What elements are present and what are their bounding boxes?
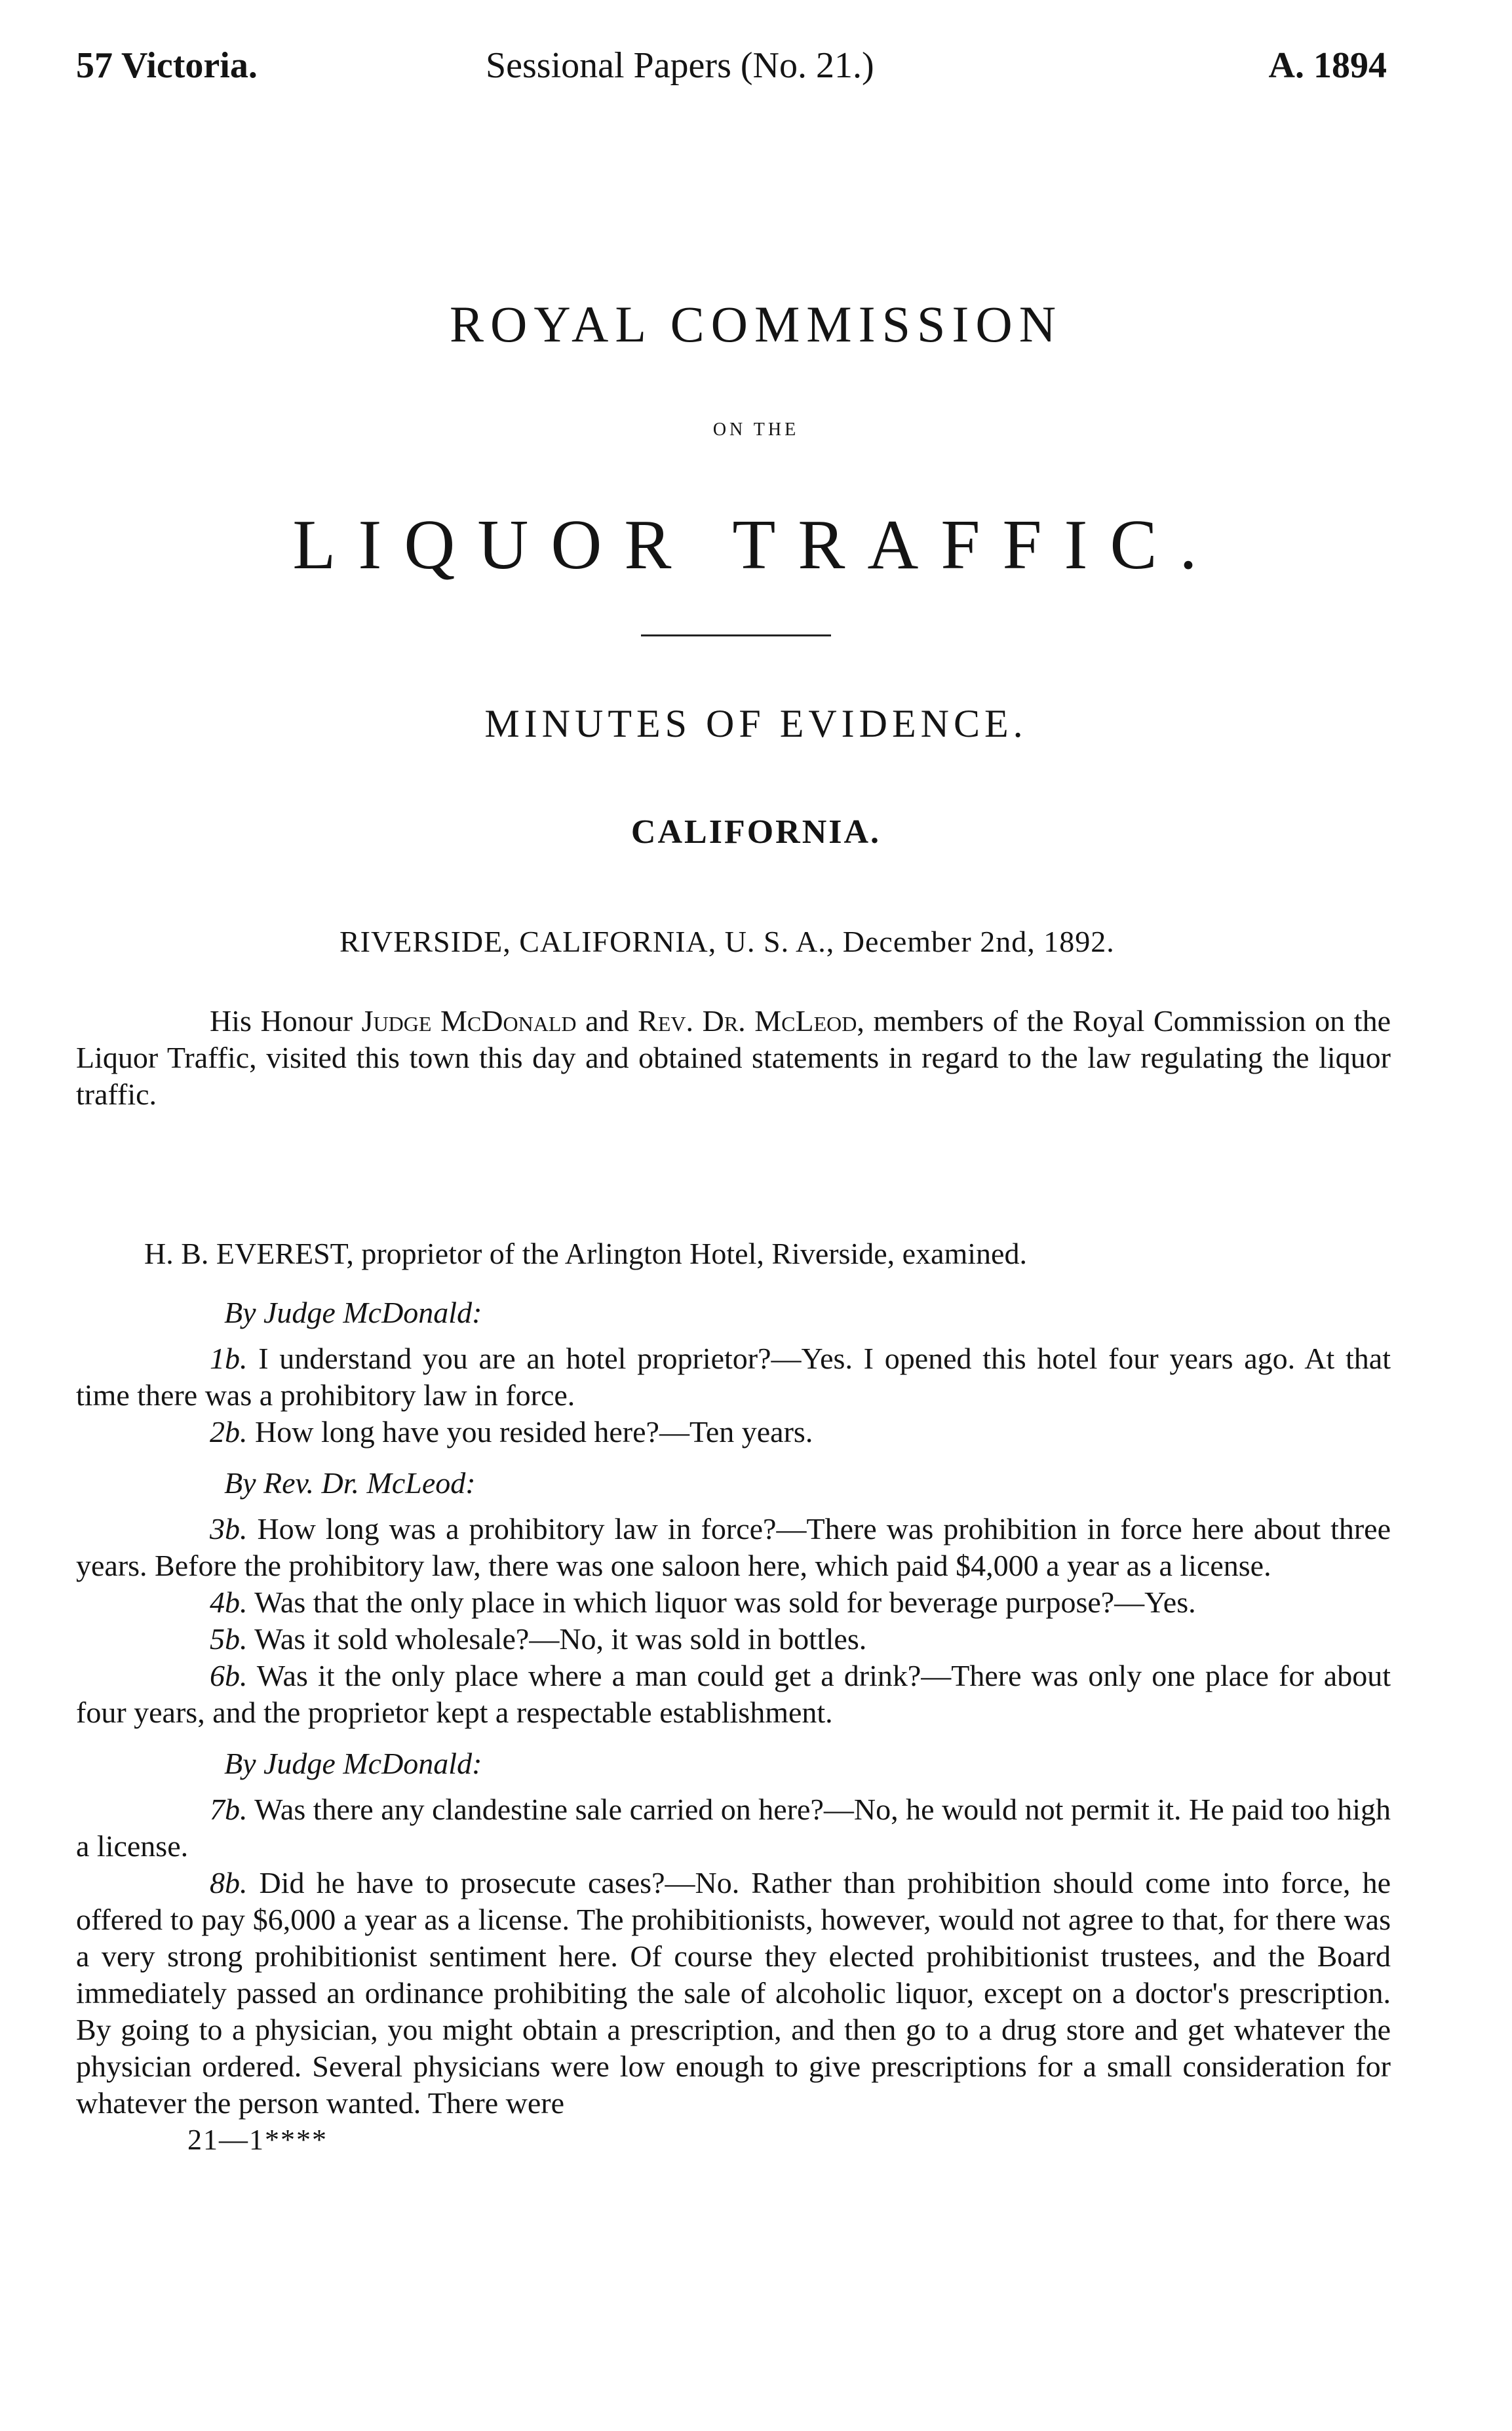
- intro-paragraph: [76, 1003, 1391, 1113]
- examiner-judge-mcdonald: By Judge McDonald:: [224, 1296, 482, 1329]
- question-number: 6b.: [210, 1659, 248, 1692]
- question-3b: [76, 1511, 1391, 1584]
- question-text: Was it the only place where a man could get a drink?—There was only one place for about four years, and the proprietor kept a respectable establishment.: [76, 1659, 1391, 1729]
- intro-judge-name: Judge McDonald: [361, 1004, 577, 1038]
- witness-heading: H. B. EVEREST, proprietor of the Arlington Hotel, Riverside, examined.: [144, 1237, 1027, 1270]
- question-text: Did he have to prosecute cases?—No. Rather than prohibition should come into force, he offered to pay $6,000 a year as a license. The prohibitionists, however, would not agree to that, for there was a very strong prohibitionist sentiment here. Of course they elected prohibitionist trustees, and the Board immediately passed an ordinance prohibiting the sale of alcoholic liquor, except on a doctor's prescription. By going to a physician, you might obtain a prescription, and then go to a drug store and get whatever the physician ordered. Several physicians were low enough to give prescriptions for a small consideration for whatever the person wanted. There were: [76, 1866, 1391, 2120]
- title-on-the: ON THE: [712, 419, 800, 440]
- question-8b: [76, 1865, 1391, 2122]
- question-2b: [76, 1414, 1391, 1450]
- section-heading: CALIFORNIA.: [630, 813, 882, 851]
- signature-mark: 21—1****: [187, 2124, 328, 2156]
- question-text: Was it sold wholesale?—No, it was sold in bottles.: [247, 1622, 867, 1656]
- question-number: 5b.: [210, 1622, 248, 1656]
- examiner-judge-mcdonald-2: By Judge McDonald:: [224, 1747, 482, 1780]
- running-head: [76, 45, 1387, 97]
- question-text: I understand you are an hotel proprietor?—Yes. I opened this hotel four years ago. At that time there was a prohibitory law in force.: [76, 1342, 1391, 1412]
- title-royal-commission: ROYAL COMMISSION: [449, 296, 1063, 353]
- question-text: How long have you resided here?—Ten years.: [247, 1415, 813, 1449]
- question-number: 7b.: [210, 1793, 248, 1826]
- question-number: 1b.: [210, 1342, 248, 1375]
- title-liquor-traffic: LIQUOR TRAFFIC.: [292, 506, 1220, 584]
- evidence-body: [76, 1294, 1391, 2158]
- question-1b: [76, 1340, 1391, 1414]
- intro-rev-name: Rev. Dr. McLeod: [638, 1004, 857, 1038]
- intro-his-honour: His Honour: [210, 1004, 362, 1038]
- question-5b: [76, 1621, 1391, 1658]
- question-number: 2b.: [210, 1415, 248, 1449]
- intro-rest: , members of the Royal Commission on the Liquor Traffic, visited this town this day and obtained statements in regard to the law regulating the liquor traffic.: [76, 1004, 1391, 1111]
- question-4b: [76, 1584, 1391, 1621]
- running-head-right: A. 1894: [1268, 45, 1387, 86]
- question-number: 8b.: [210, 1866, 248, 1899]
- question-number: 3b.: [210, 1512, 248, 1546]
- dateline: RIVERSIDE, CALIFORNIA, U. S. A., December 2nd, 1892.: [339, 925, 1115, 958]
- examiner-rev-mcleod: By Rev. Dr. McLeod:: [224, 1466, 476, 1500]
- question-text: How long was a prohibitory law in force?—There was prohibition in force here about three years. Before the prohibitory law, there was one saloon here, which paid $4,000 a year as a license.: [76, 1512, 1391, 1582]
- question-6b: [76, 1658, 1391, 1731]
- question-number: 4b.: [210, 1585, 248, 1619]
- subtitle-minutes-of-evidence: MINUTES OF EVIDENCE.: [484, 702, 1028, 745]
- title-divider: [641, 634, 831, 636]
- running-head-left: 57 Victoria.: [76, 45, 258, 86]
- running-head-center: Sessional Papers (No. 21.): [486, 45, 874, 86]
- question-text: Was that the only place in which liquor was sold for beverage purpose?—Yes.: [247, 1585, 1196, 1619]
- question-7b: [76, 1791, 1391, 1865]
- question-text: Was there any clandestine sale carried on here?—No, he would not permit it. He paid too high a license.: [76, 1793, 1391, 1863]
- intro-and: and: [576, 1004, 638, 1038]
